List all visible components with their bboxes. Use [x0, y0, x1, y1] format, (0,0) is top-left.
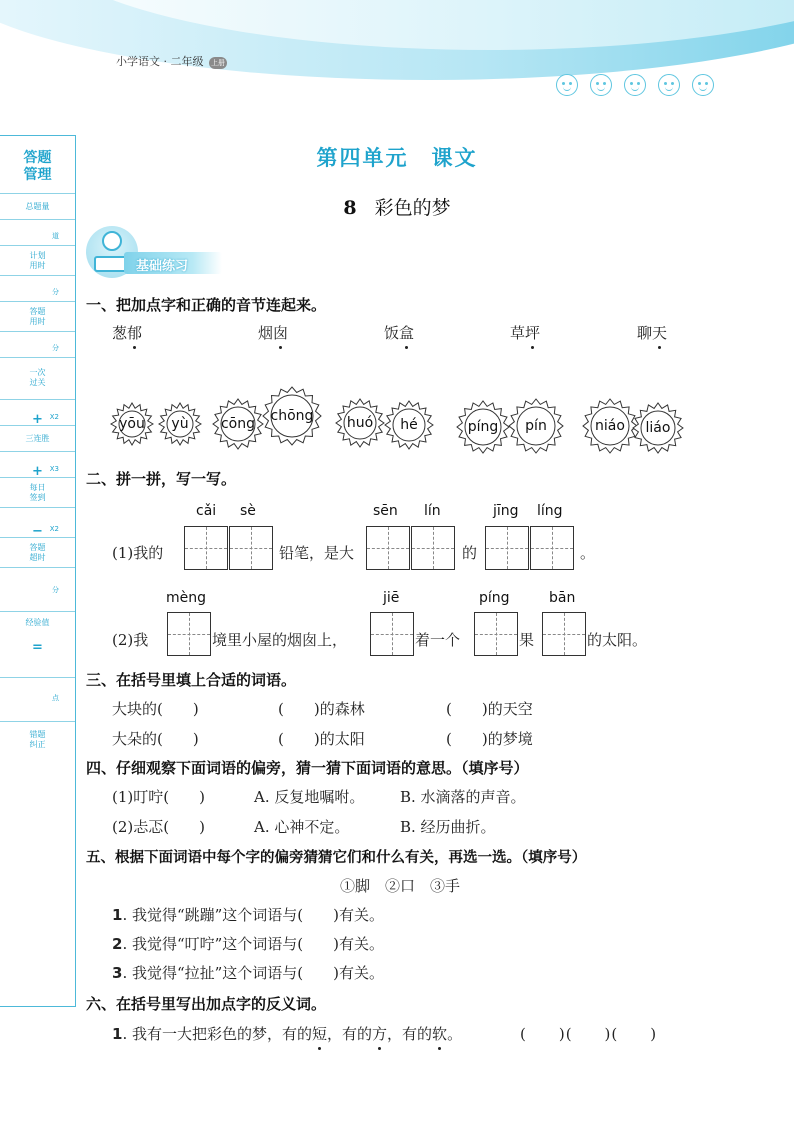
writing-grid[interactable]: [485, 526, 529, 570]
lesson-name: 彩色的梦: [374, 197, 451, 219]
volume-badge: 上册: [211, 59, 225, 67]
pinyin-label: píng: [479, 590, 510, 606]
writing-grid[interactable]: [184, 526, 228, 570]
q4-option-a: A. 反复地嘱咐。: [254, 788, 365, 806]
smiley-icon: [624, 74, 646, 96]
sidebar-item-exp-unit: 点: [0, 678, 75, 722]
q1-title: 一、把加点字和正确的音节连起来。: [86, 296, 327, 314]
q6-item: 1. 我有一大把彩色的梦，有的短，有的方，有的软。: [112, 1025, 463, 1043]
sidebar-item-checkin-unit: X2 −: [0, 508, 75, 538]
syllable-text: chōng: [270, 408, 314, 424]
q4-option-b: B. 经历曲折。: [400, 818, 496, 836]
q2-line2-mid1: 境里小屋的烟囱上，: [212, 631, 348, 649]
q5-item: 1. 我觉得“跳蹦”这个词语与( )有关。: [112, 906, 385, 924]
smiley-icon: [590, 74, 612, 96]
syllable-flower[interactable]: [110, 402, 154, 446]
syllable-flower[interactable]: [384, 400, 434, 450]
plus-sign: +: [32, 412, 43, 427]
sidebar-item-once-pass-unit: X2 +: [0, 400, 75, 426]
pinyin-label: mèng: [166, 590, 207, 606]
q5-item: 2. 我觉得“叮咛”这个词语与( )有关。: [112, 935, 385, 953]
sidebar-item-streak: 三连胜: [0, 426, 75, 452]
q2-line1-end: 。: [580, 544, 596, 562]
syllable-flower[interactable]: [262, 386, 322, 446]
writing-grid[interactable]: [542, 612, 586, 656]
syllable-text: yōu: [119, 416, 145, 432]
lesson-title: [0, 193, 794, 220]
pinyin-label: jīng: [493, 503, 519, 519]
sidebar-item-overtime-unit: 分: [0, 568, 75, 612]
q6-title: 六、在括号里写出加点字的反义词。: [86, 995, 327, 1013]
syllable-flower[interactable]: [508, 398, 564, 454]
writing-grid[interactable]: [411, 526, 455, 570]
q2-line2-mid2: 着一个: [415, 631, 461, 649]
sidebar-item-correction: 错题 纠正: [29, 730, 46, 749]
sidebar-item-answer-time: 答题 用时: [0, 302, 75, 332]
syllable-text: liáo: [645, 420, 671, 436]
syllable-flower[interactable]: [582, 398, 638, 454]
writing-grid[interactable]: [370, 612, 414, 656]
q4-title: 四、仔细观察下面词语的偏旁，猜一猜下面词语的意思。（填序号）: [86, 759, 529, 777]
sidebar-item-answer-unit: 分: [0, 332, 75, 358]
sidebar-item-total-unit: 道: [0, 220, 75, 246]
syllable-flower[interactable]: [335, 398, 385, 448]
syllable-flower[interactable]: [158, 402, 202, 446]
q1-word: 烟囱: [258, 324, 289, 342]
sidebar-item-checkin: 每日 签到: [0, 478, 75, 508]
pinyin-label: sēn: [373, 503, 398, 519]
q4-row: (2)忐忑( ): [112, 818, 205, 836]
q2-line1-mid2: 的: [462, 544, 478, 562]
q2-line1-mid1: 铅笔，是大: [279, 544, 355, 562]
q4-row: (1)叮咛( ): [112, 788, 205, 806]
syllable-text: hé: [400, 417, 418, 433]
q2-line2-end: 的太阳。: [587, 631, 648, 649]
writing-grid[interactable]: [474, 612, 518, 656]
q1-word: 草坪: [510, 324, 541, 342]
sidebar-item-planned-time: 计划 用时: [0, 246, 75, 276]
smiley-icon: [692, 74, 714, 96]
q3-cell[interactable]: ( )的森林: [278, 700, 365, 718]
equals-sign: =: [32, 640, 43, 655]
q1-word: 饭盒: [384, 324, 415, 342]
pinyin-label: bān: [549, 590, 576, 606]
pinyin-label: jiē: [383, 590, 400, 606]
unit-title: 第四单元 课文: [316, 146, 478, 170]
q3-title: 三、在括号里填上合适的词语。: [86, 671, 297, 689]
plus-sign: +: [32, 464, 43, 479]
header-subject: [116, 53, 227, 69]
q3-cell[interactable]: ( )的太阳: [278, 730, 365, 748]
q4-option-a: A. 心神不定。: [254, 818, 350, 836]
sidebar-title: 答题 管理: [0, 136, 75, 194]
q3-cell[interactable]: 大朵的( ): [112, 730, 199, 748]
smiley-icon: [658, 74, 680, 96]
q2-title: 二、拼一拼，写一写。: [86, 470, 237, 488]
header-subject-text: 小学语文 · 二年级: [116, 55, 204, 68]
basic-practice-badge: [86, 226, 226, 278]
q5-title: 五、根据下面词语中每个字的偏旁猜猜它们和什么有关，再选一选。（填序号）: [86, 850, 587, 866]
writing-grid[interactable]: [167, 612, 211, 656]
q6-blanks[interactable]: ( )( )( ): [520, 1025, 658, 1043]
q2-line2-mid3: 果: [519, 631, 535, 649]
smiley-row: [556, 74, 714, 96]
lesson-number: 8: [343, 197, 357, 219]
syllable-text: yù: [171, 416, 189, 432]
sidebar-item-planned-unit: 分: [0, 276, 75, 302]
syllable-text: píng: [467, 419, 499, 435]
syllable-flower[interactable]: [632, 402, 684, 454]
pinyin-label: líng: [537, 503, 563, 519]
q3-cell[interactable]: ( )的天空: [446, 700, 533, 718]
sidebar-item-total: 总题量: [0, 194, 75, 220]
q5-options: ①脚 ②口 ③手: [340, 877, 461, 895]
pinyin-label: sè: [240, 503, 256, 519]
q2-line2-start: (2)我: [112, 631, 149, 649]
q1-word: 聊天: [637, 324, 668, 342]
q3-cell[interactable]: 大块的( ): [112, 700, 199, 718]
sidebar-item-exp: 经验值 =: [0, 612, 75, 678]
minus-sign: −: [32, 524, 43, 539]
syllable-flower[interactable]: [212, 398, 264, 450]
basic-practice-ribbon: 基础练习: [124, 252, 222, 274]
q4-option-b: B. 水滴落的声音。: [400, 788, 526, 806]
syllable-text: pín: [525, 418, 547, 434]
pinyin-label: cǎi: [196, 503, 217, 519]
writing-grid[interactable]: [366, 526, 410, 570]
writing-grid[interactable]: [229, 526, 273, 570]
smiley-icon: [556, 74, 578, 96]
syllable-flower[interactable]: [456, 400, 510, 454]
syllable-text: niáo: [595, 418, 625, 434]
q3-cell[interactable]: ( )的梦境: [446, 730, 533, 748]
writing-grid[interactable]: [530, 526, 574, 570]
pinyin-label: lín: [424, 503, 441, 519]
q5-item: 3. 我觉得“拉扯”这个词语与( )有关。: [112, 964, 385, 982]
sidebar-item-overtime: 答题 超时: [0, 538, 75, 568]
syllable-text: huó: [346, 415, 374, 431]
sidebar-item-once-pass: 一次 过关: [0, 358, 75, 400]
q2-line1-start: (1)我的: [112, 544, 164, 562]
answer-management-sidebar: [0, 135, 76, 1007]
syllable-text: cōng: [220, 416, 256, 432]
sidebar-item-streak-unit: X3 +: [0, 452, 75, 478]
q1-word: 葱郁: [112, 324, 143, 342]
